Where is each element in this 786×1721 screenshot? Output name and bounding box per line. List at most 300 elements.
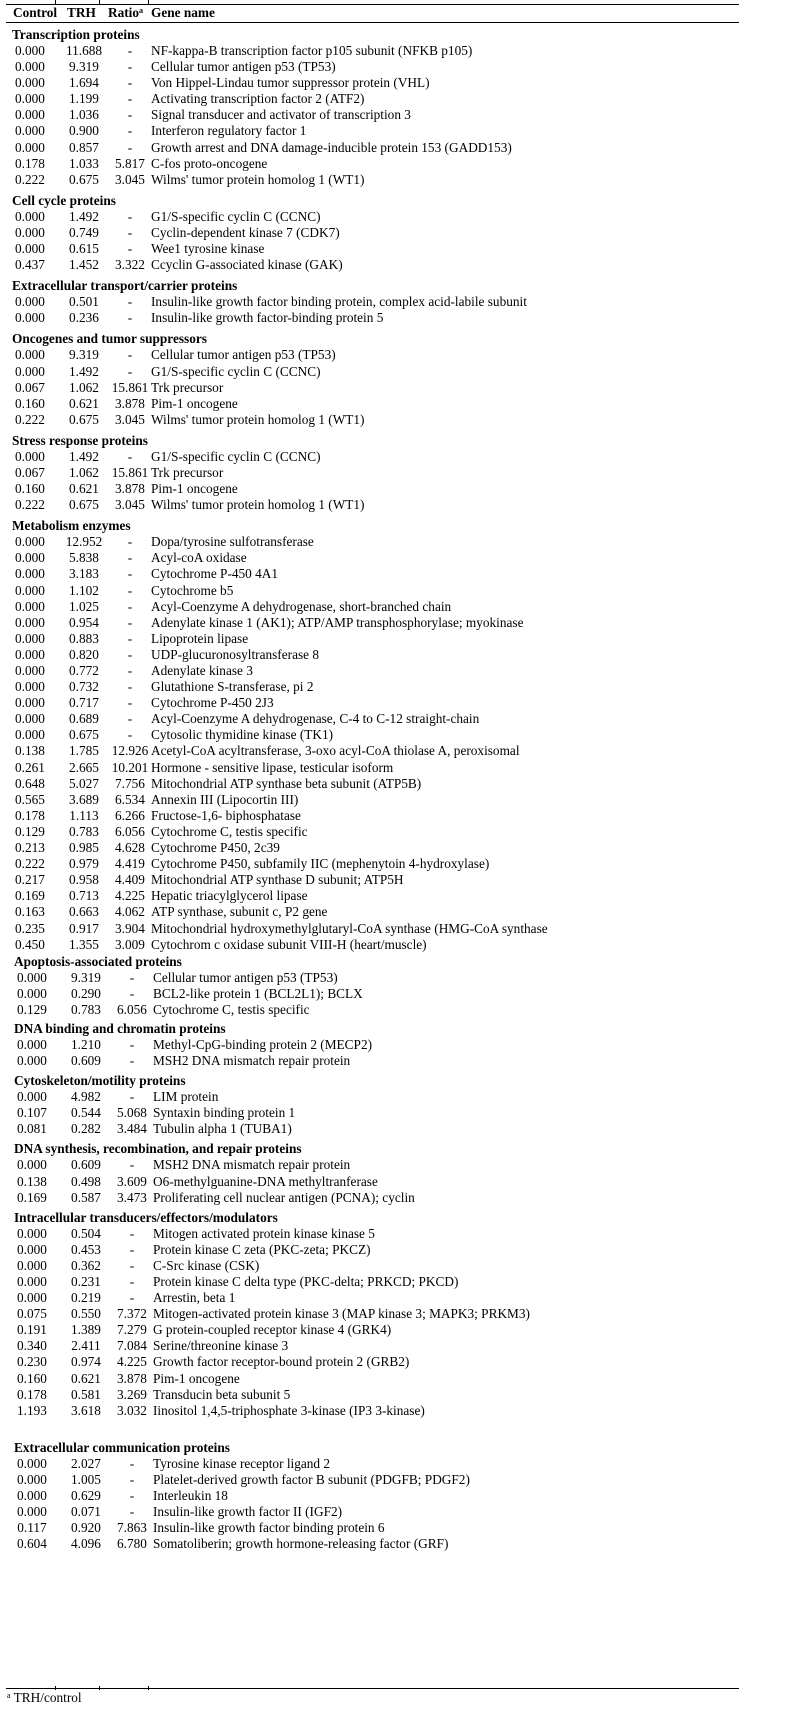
gene-name: Cytochrome C, testis specific (153, 1001, 310, 1017)
ratio-value: - (127, 363, 133, 379)
ratio-value: - (129, 1089, 135, 1105)
trh-value: 0.675 (69, 727, 99, 743)
table-section (0, 1072, 786, 1137)
control-value: 0.000 (15, 224, 45, 240)
ratio-value: 4.225 (117, 1354, 147, 1370)
trh-value: 1.389 (71, 1322, 101, 1338)
ratio-value: 4.409 (115, 872, 145, 888)
gene-name: BCL2-like protein 1 (BCL2L1); BCLX (153, 985, 363, 1001)
gene-name: Ccyclin G-associated kinase (GAK) (151, 257, 343, 273)
control-value: 0.340 (17, 1338, 47, 1354)
header-gene-name: Gene name (151, 5, 215, 20)
control-value: 0.261 (15, 759, 45, 775)
trh-value: 0.663 (69, 904, 99, 920)
control-value: 0.178 (17, 1386, 47, 1402)
table-row (0, 380, 786, 396)
trh-value: 2.411 (71, 1338, 101, 1354)
ratio-value: 3.269 (117, 1386, 147, 1402)
control-value: 0.000 (15, 75, 45, 91)
control-value: 0.000 (15, 534, 45, 550)
control-value: 0.000 (15, 294, 45, 310)
table-row (0, 123, 786, 139)
footnote-marker: a (7, 1691, 11, 1700)
control-value: 0.160 (15, 481, 45, 497)
control-value: 0.107 (17, 1105, 47, 1121)
trh-value: 0.498 (71, 1173, 101, 1189)
table-section (0, 517, 786, 952)
table-row (0, 107, 786, 123)
table-row (0, 937, 786, 953)
ratio-value: - (127, 534, 133, 550)
table-row (0, 808, 786, 824)
ratio-value: - (127, 139, 133, 155)
trh-value: 0.219 (71, 1290, 101, 1306)
trh-value: 0.071 (71, 1504, 101, 1520)
table-row (0, 760, 786, 776)
table-row (0, 970, 786, 986)
trh-value: 0.820 (69, 646, 99, 662)
gene-name: Cytochrom c oxidase subunit VIII-H (heart/muscle) (151, 936, 427, 952)
ratio-value: 5.068 (117, 1105, 147, 1121)
control-value: 0.000 (17, 1241, 47, 1257)
trh-value: 0.689 (69, 711, 99, 727)
gene-name: Annexin III (Lipocortin III) (151, 791, 299, 807)
table-section (0, 277, 786, 326)
table-bottom-rule (6, 1688, 739, 1689)
gene-name: Proliferating cell nuclear antigen (PCNA); cyclin (153, 1189, 415, 1205)
gene-name: O6-methylguanine-DNA methyltranferase (153, 1173, 378, 1189)
ratio-value: - (127, 663, 133, 678)
table-row (0, 497, 786, 513)
section-title: DNA binding and chromatin proteins (14, 1020, 226, 1036)
gene-name: Adenylate kinase 3 (151, 663, 253, 678)
ratio-value: - (127, 123, 133, 139)
trh-value: 3.183 (69, 566, 99, 582)
gene-name: MSH2 DNA mismatch repair protein (153, 1053, 351, 1069)
control-value: 0.000 (17, 1290, 47, 1306)
control-value: 0.160 (15, 395, 45, 411)
trh-value: 0.920 (71, 1520, 101, 1536)
gene-name: MSH2 DNA mismatch repair protein (153, 1157, 351, 1173)
control-value: 0.000 (15, 91, 45, 107)
trh-value: 1.492 (69, 448, 99, 464)
ratio-value: - (129, 1471, 135, 1487)
trh-value: 9.319 (69, 347, 99, 363)
section-title: DNA synthesis, recombination, and repair proteins (14, 1141, 302, 1157)
table-row (0, 1354, 786, 1370)
ratio-value: 4.225 (115, 888, 145, 904)
trh-value: 0.979 (69, 856, 99, 872)
control-value: 0.000 (15, 614, 45, 630)
ratio-value: - (127, 695, 133, 711)
ratio-value: 3.045 (115, 497, 145, 513)
ratio-value: - (127, 347, 133, 363)
table-row (0, 364, 786, 380)
trh-value: 1.025 (69, 598, 99, 614)
ratio-value: - (129, 1225, 135, 1241)
control-value: 0.000 (15, 363, 45, 379)
gene-name: Wilms' tumor protein homolog 1 (WT1) (151, 497, 365, 513)
section-title: Extracellular transport/carrier proteins (12, 278, 238, 294)
gene-name: C-fos proto-oncogene (151, 155, 268, 171)
table-row (0, 1105, 786, 1121)
table-row (0, 1089, 786, 1105)
gene-name: Mitochondrial hydroxymethylglutaryl-CoA synthase (HMG-CoA synthase (151, 920, 548, 936)
control-value: 0.000 (15, 241, 45, 257)
table-row (0, 986, 786, 1002)
control-value: 0.138 (15, 743, 45, 759)
table-header-rule (6, 22, 739, 23)
table-row (0, 599, 786, 615)
gene-name: Von Hippel-Lindau tumor suppressor protein (VHL) (151, 75, 430, 91)
trh-value: 1.113 (69, 807, 99, 823)
ratio-value: - (127, 550, 133, 566)
ratio-value: 10.201 (111, 759, 149, 775)
table-row (0, 412, 786, 428)
gene-name: UDP-glucuronosyltransferase 8 (151, 646, 320, 662)
gene-name: Iinositol 1,4,5-triphosphate 3-kinase (IP3 3-kinase) (153, 1402, 425, 1418)
trh-value: 0.453 (71, 1241, 101, 1257)
table-row (0, 792, 786, 808)
trh-value: 0.621 (69, 395, 99, 411)
header-trh: TRH (67, 5, 96, 20)
table-row (0, 1037, 786, 1053)
control-value: 0.000 (15, 139, 45, 155)
control-value: 0.000 (15, 566, 45, 582)
control-value: 0.648 (15, 775, 45, 791)
table-row (0, 1403, 786, 1419)
control-value: 0.222 (15, 497, 45, 513)
control-value: 0.222 (15, 411, 45, 427)
gene-name: Cytochrome P450, 2c39 (151, 840, 280, 856)
control-value: 0.075 (17, 1306, 47, 1322)
table-row (0, 43, 786, 59)
trh-value: 12.952 (65, 534, 103, 550)
table-row (0, 727, 786, 743)
table-row (0, 1488, 786, 1504)
control-value: 0.222 (15, 856, 45, 872)
trh-value: 0.900 (69, 123, 99, 139)
control-value: 0.217 (15, 872, 45, 888)
table-row (0, 856, 786, 872)
table-row (0, 1536, 786, 1552)
gene-name: Protein kinase C delta type (PKC-delta; PRKCD; PKCD) (153, 1274, 459, 1289)
trh-value: 0.974 (71, 1354, 101, 1370)
trh-value: 0.749 (69, 224, 99, 240)
gene-name: Syntaxin binding protein 1 (153, 1105, 296, 1121)
trh-value: 9.319 (69, 59, 99, 75)
control-value: 0.000 (15, 598, 45, 614)
table-row (0, 481, 786, 497)
gene-name: LIM protein (153, 1089, 219, 1105)
table-row (0, 631, 786, 647)
control-value: 0.000 (17, 969, 47, 985)
table-row (0, 294, 786, 310)
gene-name: Trk precursor (151, 464, 224, 480)
control-value: 0.000 (17, 1036, 47, 1052)
table-row (0, 647, 786, 663)
gene-name: Arrestin, beta 1 (153, 1290, 236, 1306)
control-value: 0.000 (15, 582, 45, 598)
control-value: 0.169 (17, 1189, 47, 1205)
gene-name: Protein kinase C zeta (PKC-zeta; PKCZ) (153, 1241, 371, 1257)
column-tick (55, 0, 56, 4)
table-row (0, 776, 786, 792)
trh-value: 0.954 (69, 614, 99, 630)
table-row (0, 1242, 786, 1258)
control-value: 0.604 (17, 1536, 47, 1552)
gene-name: G protein-coupled receptor kinase 4 (GRK4) (153, 1322, 392, 1338)
trh-value: 0.857 (69, 139, 99, 155)
trh-value: 1.785 (69, 743, 99, 759)
control-value: 0.222 (15, 171, 45, 187)
gene-name: Tubulin alpha 1 (TUBA1) (153, 1121, 292, 1137)
control-value: 0.191 (17, 1322, 47, 1338)
table-row (0, 1258, 786, 1274)
table-row (0, 711, 786, 727)
gene-name: Pim-1 oncogene (153, 1370, 240, 1386)
control-value: 0.235 (15, 920, 45, 936)
table-row (0, 241, 786, 257)
control-value: 0.437 (15, 257, 45, 273)
trh-value: 0.231 (71, 1274, 101, 1289)
ratio-value: 12.926 (111, 743, 149, 759)
ratio-value: - (127, 598, 133, 614)
control-value: 0.000 (17, 1504, 47, 1520)
trh-value: 0.883 (69, 630, 99, 646)
trh-value: 1.005 (71, 1471, 101, 1487)
trh-value: 0.783 (71, 1001, 101, 1017)
trh-value: 1.492 (69, 208, 99, 224)
control-value: 0.000 (15, 310, 45, 326)
gene-name: Mitogen-activated protein kinase 3 (MAP kinase 3; MAPK3; PRKM3) (153, 1306, 530, 1322)
column-tick (148, 1686, 149, 1690)
ratio-value: - (127, 711, 133, 727)
gene-name: NF-kappa-B transcription factor p105 subunit (NFKB p105) (151, 43, 473, 58)
table-section (0, 953, 786, 1018)
ratio-value: 3.032 (117, 1402, 147, 1418)
table-row (0, 1371, 786, 1387)
table-row (0, 566, 786, 582)
table-section (0, 192, 786, 273)
trh-value: 0.282 (71, 1121, 101, 1137)
gene-name: Serine/threonine kinase 3 (153, 1338, 289, 1354)
footnote-text: TRH/control (13, 1690, 82, 1705)
trh-value: 3.689 (69, 791, 99, 807)
ratio-value: - (129, 1274, 135, 1289)
table-row (0, 679, 786, 695)
table-row (0, 550, 786, 566)
control-value: 0.000 (15, 347, 45, 363)
gene-name: Cytochrome P450, subfamily IIC (mephenytoin 4-hydroxylase) (151, 856, 490, 872)
ratio-value: - (129, 969, 135, 985)
table-row (0, 872, 786, 888)
ratio-value: - (127, 582, 133, 598)
gene-table-body (0, 26, 786, 1552)
table-row (0, 257, 786, 273)
ratio-value: - (127, 208, 133, 224)
table-section (0, 26, 786, 188)
table-row (0, 1174, 786, 1190)
table-row (0, 1157, 786, 1173)
gene-name: Hormone - sensitive lipase, testicular isoform (151, 759, 394, 775)
gene-name: Adenylate kinase 1 (AK1); ATP/AMP transphosphorylase; myokinase (151, 614, 524, 630)
trh-value: 0.783 (69, 823, 99, 839)
trh-value: 0.732 (69, 679, 99, 695)
gene-name: Interleukin 18 (153, 1488, 228, 1504)
ratio-value: - (127, 241, 133, 257)
ratio-value: - (129, 1157, 135, 1173)
table-row (0, 156, 786, 172)
table-section (0, 1439, 786, 1553)
gene-name: Acyl-coA oxidase (151, 550, 247, 566)
ratio-value: 3.878 (117, 1370, 147, 1386)
control-value: 0.000 (17, 1471, 47, 1487)
ratio-value: 7.279 (117, 1322, 147, 1338)
column-tick (148, 0, 149, 4)
table-row (0, 534, 786, 550)
ratio-value: - (129, 1488, 135, 1504)
table-row (0, 583, 786, 599)
ratio-value: 6.056 (115, 823, 145, 839)
table-row (0, 140, 786, 156)
gene-name: Lipoprotein lipase (151, 630, 249, 646)
gene-name: G1/S-specific cyclin C (CCNC) (151, 448, 321, 464)
ratio-value: 6.056 (117, 1001, 147, 1017)
ratio-value: - (127, 310, 133, 326)
control-value: 0.129 (17, 1001, 47, 1017)
trh-value: 9.319 (71, 969, 101, 985)
ratio-value: - (127, 727, 133, 743)
ratio-value: 3.322 (115, 257, 145, 273)
ratio-value: - (129, 1053, 135, 1069)
trh-value: 1.210 (71, 1036, 101, 1052)
gene-name: Fructose-1,6- biphosphatase (151, 807, 301, 823)
gene-name: Acetyl-CoA acyltransferase, 3-oxo acyl-CoA thiolase A, peroxisomal (151, 743, 520, 759)
trh-value: 0.615 (69, 241, 99, 257)
header-ratio-footnote-marker: a (139, 6, 144, 15)
section-title: Cytoskeleton/motility proteins (14, 1073, 186, 1089)
control-value: 0.117 (17, 1520, 47, 1536)
trh-value: 2.027 (71, 1455, 101, 1471)
gene-name: Wilms' tumor protein homolog 1 (WT1) (151, 411, 365, 427)
header-ratio (108, 5, 143, 21)
control-value: 0.000 (15, 43, 45, 58)
table-row (0, 59, 786, 75)
table-row (0, 1290, 786, 1306)
control-value: 0.000 (17, 1455, 47, 1471)
gene-name: Cyclin-dependent kinase 7 (CDK7) (151, 224, 340, 240)
trh-value: 0.675 (69, 411, 99, 427)
gene-name: Growth factor receptor-bound protein 2 (GRB2) (153, 1354, 410, 1370)
trh-value: 1.062 (69, 464, 99, 480)
gene-name: Signal transducer and activator of transcription 3 (151, 107, 411, 123)
column-tick (99, 0, 100, 4)
table-row (0, 1306, 786, 1322)
control-value: 0.000 (15, 107, 45, 123)
control-value: 0.000 (15, 59, 45, 75)
table-row (0, 743, 786, 759)
trh-value: 0.717 (69, 695, 99, 711)
gene-name: Hepatic triacylglycerol lipase (151, 888, 308, 904)
table-footnote (7, 1690, 82, 1706)
ratio-value: 3.473 (117, 1189, 147, 1205)
trh-value: 0.290 (71, 985, 101, 1001)
control-value: 0.138 (17, 1173, 47, 1189)
table-row (0, 91, 786, 107)
ratio-value: - (127, 294, 133, 310)
control-value: 0.000 (17, 1274, 47, 1289)
gene-name: Cytochrome P-450 2J3 (151, 695, 274, 711)
table-row (0, 172, 786, 188)
table-row (0, 75, 786, 91)
ratio-value: 3.009 (115, 936, 145, 952)
control-value: 0.000 (17, 1053, 47, 1069)
ratio-value: - (127, 75, 133, 91)
ratio-value: 6.534 (115, 791, 145, 807)
control-value: 0.163 (15, 904, 45, 920)
ratio-value: 4.062 (115, 904, 145, 920)
ratio-value: - (129, 1504, 135, 1520)
gene-name: Interferon regulatory factor 1 (151, 123, 307, 139)
control-value: 0.000 (15, 727, 45, 743)
trh-value: 1.102 (69, 582, 99, 598)
ratio-value: - (127, 630, 133, 646)
trh-value: 0.609 (71, 1053, 101, 1069)
table-section (0, 330, 786, 427)
gene-name: Cytosolic thymidine kinase (TK1) (151, 727, 334, 743)
ratio-value: - (127, 91, 133, 107)
trh-value: 1.355 (69, 936, 99, 952)
ratio-value: - (129, 1257, 135, 1273)
ratio-value: - (129, 1455, 135, 1471)
ratio-value: 7.756 (115, 775, 145, 791)
table-row (0, 310, 786, 326)
table-row (0, 465, 786, 481)
control-value: 0.000 (15, 123, 45, 139)
ratio-value: 15.861 (111, 464, 149, 480)
gene-name: Acyl-Coenzyme A dehydrogenase, C-4 to C-12 straight-chain (151, 711, 480, 727)
ratio-value: - (127, 448, 133, 464)
gene-name: Dopa/tyrosine sulfotransferase (151, 534, 314, 550)
section-title: Stress response proteins (12, 432, 148, 448)
gene-name: Platelet-derived growth factor B subunit (PDGFB; PDGF2) (153, 1471, 470, 1487)
table-row (0, 1053, 786, 1069)
control-value: 0.000 (15, 550, 45, 566)
control-value: 0.000 (17, 1257, 47, 1273)
trh-value: 1.452 (69, 257, 99, 273)
control-value: 0.000 (17, 1089, 47, 1105)
table-row (0, 1456, 786, 1472)
gene-name: Insulin-like growth factor binding protein 6 (153, 1520, 385, 1536)
table-row (0, 396, 786, 412)
ratio-value: - (129, 1036, 135, 1052)
table-row (0, 225, 786, 241)
ratio-value: 3.878 (115, 395, 145, 411)
trh-value: 0.587 (71, 1189, 101, 1205)
gene-name: Acyl-Coenzyme A dehydrogenase, short-branched chain (151, 598, 452, 614)
gene-name: Cytochrome C, testis specific (151, 823, 308, 839)
table-section (0, 1140, 786, 1205)
control-value: 0.000 (17, 985, 47, 1001)
trh-value: 0.236 (69, 310, 99, 326)
trh-value: 1.492 (69, 363, 99, 379)
control-value: 0.000 (17, 1157, 47, 1173)
control-value: 0.000 (15, 663, 45, 678)
ratio-value: 3.878 (115, 481, 145, 497)
trh-value: 0.550 (71, 1306, 101, 1322)
gene-name: Transducin beta subunit 5 (153, 1386, 291, 1402)
